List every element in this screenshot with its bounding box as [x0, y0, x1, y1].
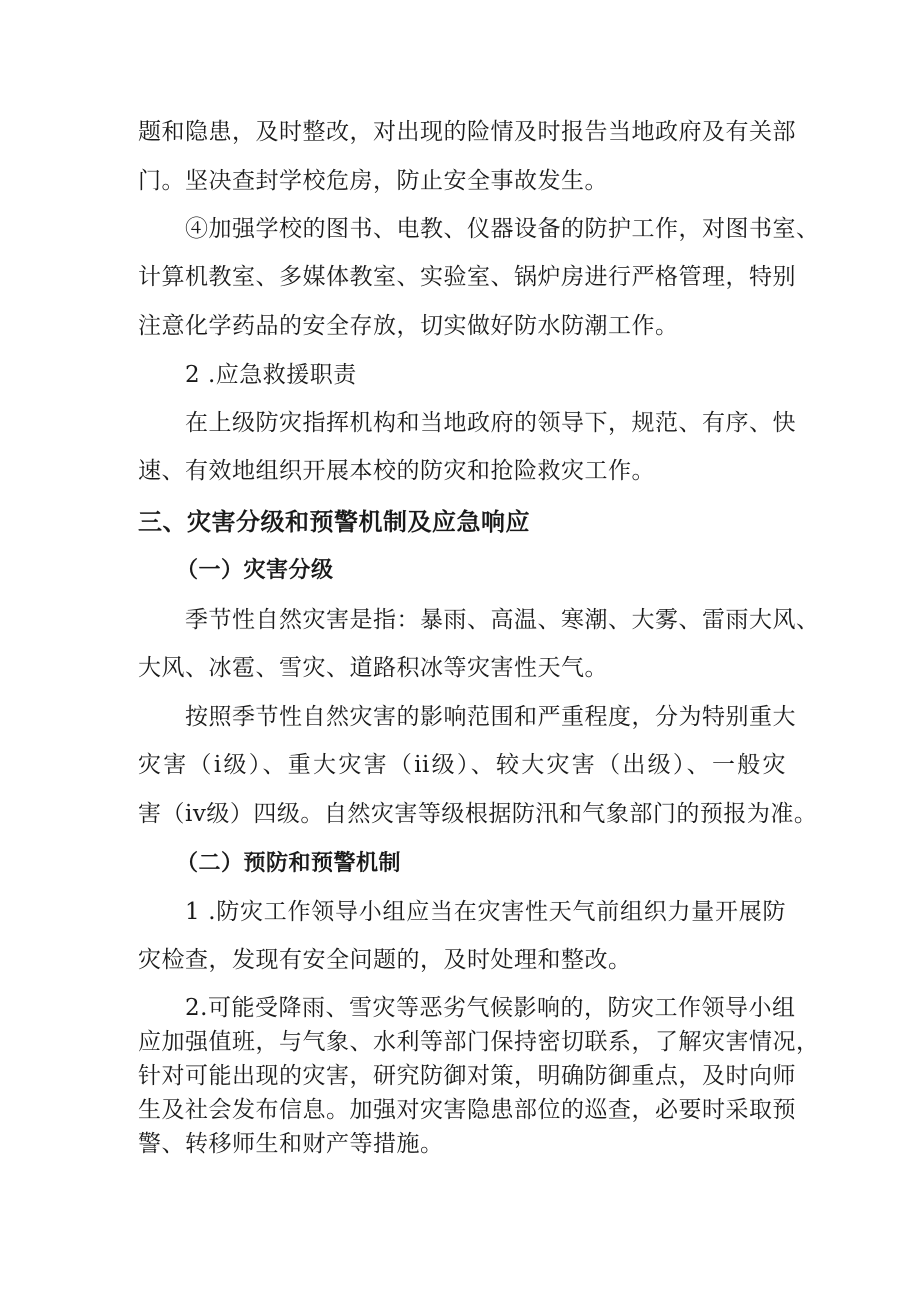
paragraph-line: 灾检查，发现有安全问题的，及时处理和整改。: [138, 947, 632, 973]
paragraph-line: ④加强学校的图书、电教、仪器设备的防护工作，对图书室、: [185, 216, 820, 242]
item-heading: 2 .应急救援职责: [185, 362, 357, 388]
paragraph-line: 应加强值班，与气象、水利等部门保持密切联系，了解灾害情况，: [138, 1029, 820, 1055]
paragraph-line: 注意化学药品的安全存放，切实做好防水防潮工作。: [138, 313, 679, 339]
paragraph-line: 在上级防灾指挥机构和当地政府的领导下，规范、有序、快: [185, 410, 796, 436]
paragraph-line: 计算机教室、多媒体教室、实验室、锅炉房进行严格管理，特别: [138, 264, 796, 290]
paragraph-line: 1 .防灾工作领导小组应当在灾害性天气前组织力量开展防: [185, 899, 786, 925]
paragraph-line: 害（iv级）四级。自然灾害等级根据防汛和气象部门的预报为准。: [138, 801, 818, 827]
paragraph-line: 大风、冰雹、雪灾、道路积冰等灾害性天气。: [138, 655, 608, 681]
subsection-heading: （二）预防和预警机制: [176, 851, 402, 876]
paragraph-line: 季节性自然灾害是指：暴雨、高温、寒潮、大雾、雷雨大风、: [185, 607, 820, 633]
paragraph-line: 题和隐患，及时整改，对出现的险情及时报告当地政府及有关部: [138, 119, 796, 145]
paragraph-line: 生及社会发布信息。加强对灾害隐患部位的巡查，必要时采取预: [138, 1097, 796, 1123]
paragraph-line: 针对可能出现的灾害，研究防御对策，明确防御重点，及时向师: [138, 1063, 796, 1089]
paragraph-line: 速、有效地组织开展本校的防灾和抢险救灾工作。: [138, 458, 655, 484]
paragraph-line: 按照季节性自然灾害的影响范围和严重程度，分为特别重大: [185, 704, 796, 730]
section-heading: 三、灾害分级和预警机制及应急响应: [138, 508, 530, 536]
paragraph-line: 警、转移师生和财产等措施。: [138, 1131, 444, 1157]
paragraph-line: 2.可能受降雨、雪灾等恶劣气候影响的，防灾工作领导小组: [185, 995, 796, 1021]
subsection-heading: （一）灾害分级: [176, 558, 334, 583]
paragraph-line: 灾害（i级）、重大灾害（ii级）、较大灾害（出级）、一般灾: [138, 752, 786, 778]
paragraph-line: 门。坚决查封学校危房，防止安全事故发生。: [138, 168, 608, 194]
